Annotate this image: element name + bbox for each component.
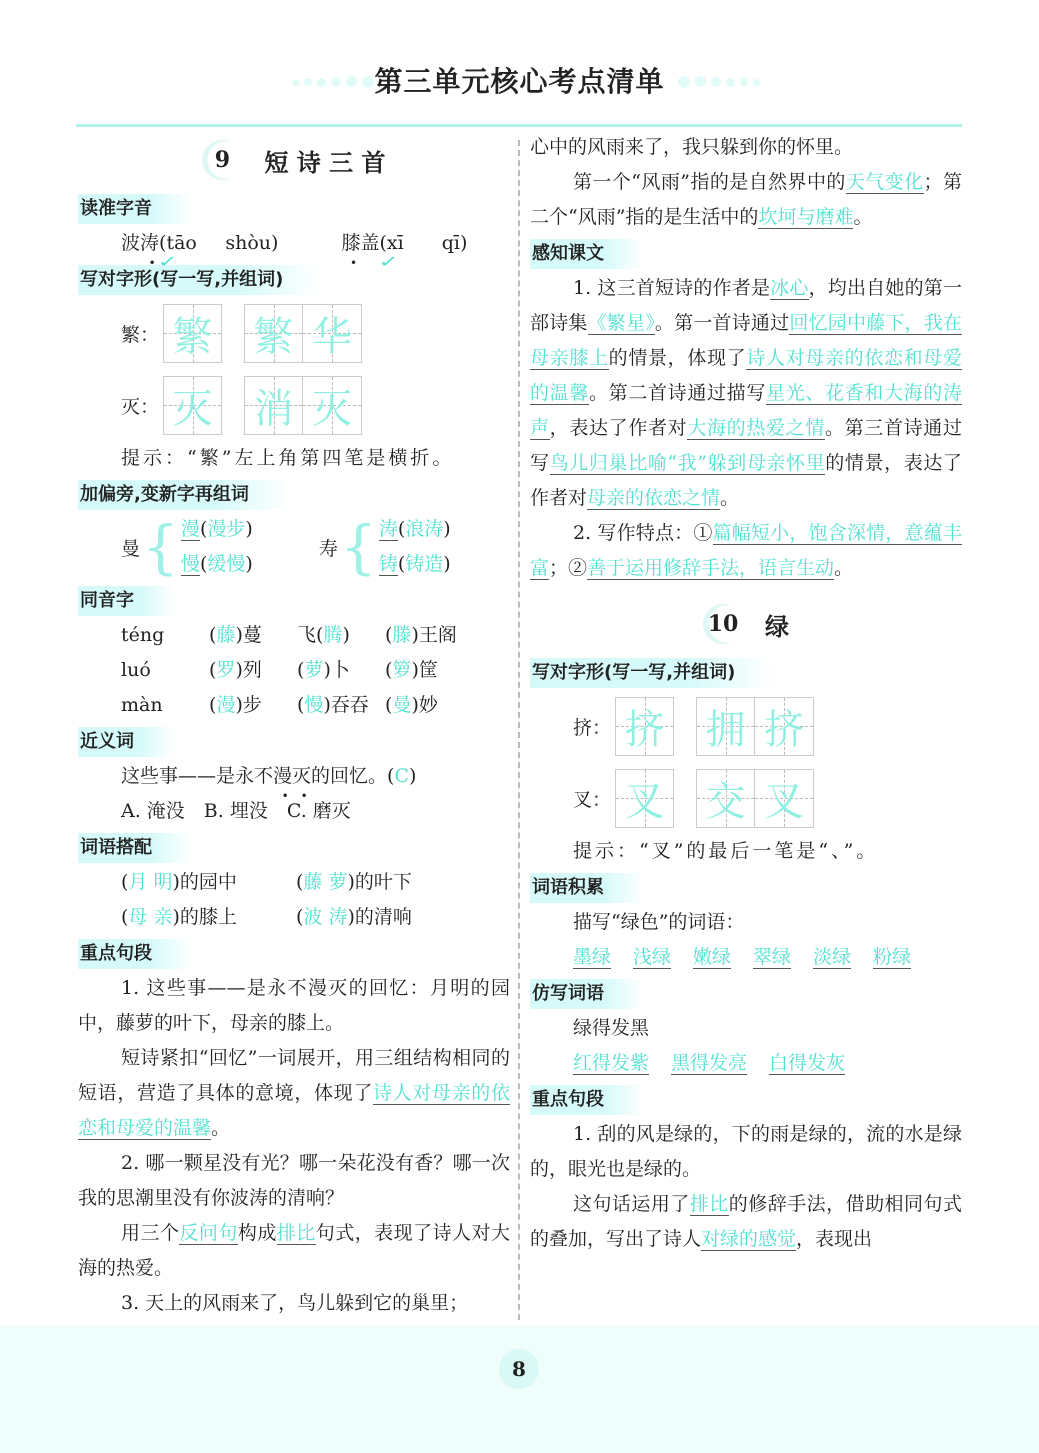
lesson-title: 绿 [765, 611, 789, 641]
text: 1. 这些事——是永不漫灭的回忆：月明的园中，藤萝的叶下，母亲的膝上。 [78, 977, 510, 1034]
char-box [755, 697, 814, 756]
paragraph [530, 1117, 962, 1187]
paragraph [530, 516, 962, 586]
brace-icon: { [142, 513, 179, 581]
text: ( [209, 624, 217, 646]
text: 。第一首诗通过 [654, 312, 790, 334]
answer: 漫 [216, 694, 236, 716]
paragraph [530, 271, 962, 516]
answer: 慢 [180, 553, 200, 575]
section-title: 重点句段 [78, 939, 192, 969]
hint-text: 提示：“叉”的最后一笔是“、”。 [573, 840, 879, 862]
answer: 排比 [276, 1222, 316, 1244]
answer: 慢 [304, 694, 324, 716]
answer: 《繁星》 [587, 312, 655, 334]
group: 漫(漫步) 慢(缓慢) [180, 518, 253, 575]
text: 。第三首诗通过写 [530, 417, 962, 474]
text: 3. 天上的风雨来了，鸟儿躲到它的巢里； [121, 1292, 469, 1314]
answer: 漫 [180, 518, 200, 540]
passage-continued [530, 130, 962, 235]
text: ；② [549, 557, 588, 579]
paragraph [78, 1041, 510, 1146]
answer: 天气变化 [845, 171, 924, 193]
answer: 反问句 [179, 1222, 238, 1244]
answer: 藤 萝 [303, 871, 348, 893]
char-grid-row [530, 762, 962, 834]
answer: 嫩绿 [693, 946, 732, 968]
answer: 回忆园中藤下，我在母亲膝上 [530, 312, 962, 369]
text: 。第二首诗通过描写 [589, 382, 766, 404]
text: )卜 [323, 659, 350, 681]
char-box [696, 769, 755, 828]
answer: 粉绿 [873, 946, 912, 968]
imitation-answers [530, 1046, 962, 1081]
footer-band [0, 1325, 1039, 1453]
answer: 腾 [323, 624, 343, 646]
text: 。 [720, 487, 740, 509]
section-title: 重点句段 [530, 1085, 644, 1115]
text: 1. 这三首短诗的作者是 [573, 277, 771, 299]
hint-text: 提示：“繁”左上角第四笔是横折。 [121, 447, 455, 469]
text: 的修辞手法，借助相同句式的叠加，写出了诗人 [530, 1193, 962, 1250]
brace-icon: { [339, 513, 377, 581]
grid-label: 叉： [573, 788, 612, 811]
homophone-item [209, 618, 297, 653]
answer: 鸟儿归巢比喻“我”躲到母亲怀里 [549, 452, 826, 474]
paragraph [78, 971, 510, 1041]
answer: 萝 [304, 659, 324, 681]
answer: 母 亲 [128, 906, 173, 928]
homophone-item [209, 653, 297, 688]
lesson-number: 9 [202, 140, 242, 180]
text: ( [121, 871, 129, 893]
column-divider [518, 140, 520, 1320]
char: 繁 [172, 313, 213, 360]
section-title: 写对字形(写一写,并组词) [530, 658, 775, 688]
answer: 冰心 [770, 277, 809, 299]
section-title: 词语搭配 [78, 833, 192, 863]
text: 。 [834, 557, 854, 579]
answer: 波 涛 [303, 906, 348, 928]
text: ，表现出 [796, 1228, 873, 1250]
char-box [615, 769, 674, 828]
text: 短诗紧扣“回忆”一词展开，用三组结构相同的短语，营造了具体的意境，体现了 [78, 1047, 510, 1104]
text-understanding [530, 271, 962, 586]
char-box [696, 697, 755, 756]
homophone-row [78, 688, 510, 723]
answer: 淡绿 [813, 946, 852, 968]
section-title: 读准字音 [78, 194, 192, 224]
text: 构成 [237, 1222, 277, 1244]
answer: 曼 [392, 694, 412, 716]
char-box [244, 376, 303, 435]
text: )蔓 [235, 624, 262, 646]
text: 这句话运用了 [573, 1193, 690, 1215]
char: 繁 [253, 313, 294, 360]
word-dotted: 涛 [140, 232, 160, 254]
text: 的回忆。( [311, 765, 395, 787]
lesson-heading [530, 594, 962, 654]
homophone-item [209, 688, 297, 723]
char-box [615, 697, 674, 756]
char-box [163, 304, 222, 363]
section-title: 词语积累 [530, 873, 644, 903]
section-title: 同音字 [78, 586, 174, 616]
text: 心中的风雨来了，我只躲到你的怀里。 [530, 136, 854, 158]
synonym-question [78, 759, 510, 794]
text: 灭 [292, 765, 312, 787]
char-box [303, 376, 362, 435]
correct-pinyin: (xī ✓ [380, 232, 404, 254]
lesson-title: 短 诗 三 首 [264, 147, 386, 177]
decor-dots-right [678, 76, 760, 88]
pinyin: luó [121, 659, 151, 681]
answer: 对绿的感觉 [701, 1228, 797, 1250]
char-box [244, 304, 303, 363]
char: 灭 [172, 385, 213, 432]
homophone-row [78, 653, 510, 688]
answer: 红得发紫 [573, 1052, 650, 1074]
pinyin: shòu) [225, 232, 279, 254]
pinyin: téng [121, 624, 165, 646]
green-words [530, 940, 962, 975]
text: )筐 [411, 659, 438, 681]
section-title: 加偏旁,变新字再组词 [78, 480, 289, 510]
text: ，均出自她的第一部诗集 [530, 277, 962, 334]
char: 拥 [705, 706, 746, 753]
section-title: 写对字形(写一写,并组词) [78, 265, 323, 295]
section-title: 近义词 [78, 727, 174, 757]
answer: C [394, 765, 410, 787]
page-title: 第三单元核心考点清单 [374, 65, 665, 98]
text: ( [296, 871, 304, 893]
homophone-item [297, 688, 385, 723]
char: 挤 [624, 706, 665, 753]
answer: 涛 [378, 518, 398, 540]
lesson-heading [78, 130, 510, 190]
answer: 藤 [216, 624, 236, 646]
text: )步 [235, 694, 262, 716]
text: ) [409, 765, 417, 787]
base-char: 曼 [121, 537, 141, 560]
paragraph [530, 130, 962, 165]
char: 灭 [312, 385, 352, 432]
text: ( [121, 906, 129, 928]
match-item [296, 865, 496, 900]
key-passages [530, 1117, 962, 1257]
text: 。 [211, 1117, 231, 1139]
text: ( [385, 659, 393, 681]
text: )妙 [411, 694, 438, 716]
char-box [303, 304, 362, 363]
answer: 浪涛 [405, 518, 444, 540]
text: ；第二个“风雨”指的是生活中的 [530, 171, 962, 228]
answer: 黑得发亮 [671, 1052, 748, 1074]
pinyin-choice [159, 232, 278, 254]
section-title: 仿写词语 [530, 979, 644, 1009]
options: A. 淹没 B. 埋没 C. 磨灭 [121, 800, 351, 822]
text: )的清响 [347, 906, 412, 928]
word: 盖 [360, 232, 380, 254]
homophone-item [297, 653, 385, 688]
answer: 坎坷与磨难 [758, 206, 854, 228]
homophone-table [78, 618, 510, 723]
char-box [755, 769, 814, 828]
answer: 翠绿 [753, 946, 792, 968]
char-grid-row [78, 297, 510, 369]
answer: 母亲的依恋之情 [587, 487, 721, 509]
left-column [78, 130, 510, 1321]
word: 波 [121, 232, 141, 254]
text: 1. 刮的风是绿的，下的雨是绿的，流的水是绿的，眼光也是绿的。 [530, 1123, 962, 1180]
match-item [121, 900, 296, 935]
answer: 箩 [392, 659, 412, 681]
paragraph [78, 1286, 510, 1321]
text: ( [209, 694, 217, 716]
text: ( [385, 694, 393, 716]
text: )的园中 [172, 871, 237, 893]
answer: 滕 [392, 624, 412, 646]
text: )的膝上 [172, 906, 237, 928]
answer: 月 明 [128, 871, 173, 893]
text: )王阁 [411, 624, 457, 646]
text: 漫 [273, 765, 293, 787]
homophone-item [385, 653, 485, 688]
pronunciation-row [78, 226, 510, 261]
text: 这些事——是永不 [121, 765, 274, 787]
text: 句式，表现了诗人对大海的热爱。 [78, 1222, 510, 1279]
answer: 诗人对母亲的依恋和母爱的温馨 [530, 347, 962, 404]
text: ( [296, 906, 304, 928]
text: )列 [235, 659, 262, 681]
grid-label: 繁： [121, 323, 160, 346]
text: 飞( [297, 624, 324, 646]
char-grid-row [78, 369, 510, 441]
text: )吞吞 [323, 694, 369, 716]
text: ( [297, 694, 305, 716]
radical-groups [78, 512, 510, 582]
text: ( [297, 659, 305, 681]
answer: 大海的热爱之情 [687, 417, 825, 439]
correct-pinyin: (tāo ✓ [159, 232, 197, 254]
answer: 善于运用修辞手法，语言生动 [587, 557, 835, 579]
page-number: 8 [499, 1349, 539, 1389]
text: )的叶下 [347, 871, 412, 893]
text: 用三个 [121, 1222, 180, 1244]
char: 消 [253, 385, 294, 432]
char-box [163, 376, 222, 435]
right-column [530, 130, 962, 1257]
char: 挤 [764, 706, 804, 753]
text: ，表达了作者对 [549, 417, 688, 439]
answer: 排比 [689, 1193, 729, 1215]
text: 的情景，体现了 [608, 347, 747, 369]
char-grid-row [530, 690, 962, 762]
answer: 铸 [378, 553, 398, 575]
char: 叉 [624, 778, 665, 825]
match-item [296, 900, 496, 935]
text: 第一个“风雨”指的是自然界中的 [573, 171, 846, 193]
homophone-item [297, 618, 385, 653]
char: 交 [705, 778, 746, 825]
homophone-item [385, 618, 485, 653]
word-dotted: 膝 [341, 232, 361, 254]
pinyin: màn [121, 694, 163, 716]
answer: 星光、花香和大海的涛声 [530, 382, 962, 439]
text: 2. 哪一颗星没有光？哪一朵花没有香？哪一次我的思潮里没有你波涛的清响？ [78, 1152, 510, 1209]
text: ( [385, 624, 393, 646]
answer: 罗 [216, 659, 236, 681]
answer: 诗人对母亲的依恋和母爱的温馨 [78, 1082, 510, 1139]
text: 。 [853, 206, 873, 228]
word-matching [78, 865, 510, 935]
answer: 铸造 [405, 553, 444, 575]
text: 的情景，表达了作者对 [530, 452, 962, 509]
section-title: 感知课文 [530, 239, 644, 269]
paragraph [530, 1187, 962, 1257]
answer: 墨绿 [573, 946, 612, 968]
text: 2. 写作特点：① [573, 522, 713, 544]
answer: 漫步 [207, 518, 246, 540]
key-passages [78, 971, 510, 1321]
answer: 篇幅短小，饱含深情，意蕴丰富 [530, 522, 962, 579]
base-char: 寿 [318, 537, 338, 560]
lesson-number: 10 [703, 604, 743, 644]
answer: 浅绿 [633, 946, 672, 968]
grid-label: 挤： [573, 716, 612, 739]
group: 涛(浪涛) 铸(铸造) [378, 518, 451, 575]
homophone-row [78, 618, 510, 653]
header-divider [76, 124, 962, 127]
answer: 白得发灰 [769, 1052, 846, 1074]
text: ( [209, 659, 217, 681]
example: 绿得发黑 [573, 1017, 650, 1039]
homophone-item [385, 688, 485, 723]
text: ) [342, 624, 350, 646]
match-item [121, 865, 296, 900]
paragraph [78, 1146, 510, 1216]
answer: 缓慢 [207, 553, 246, 575]
char: 华 [312, 313, 352, 360]
pinyin: qī) [441, 232, 468, 254]
paragraph [78, 1216, 510, 1286]
grid-label: 灭： [121, 395, 160, 418]
paragraph [530, 165, 962, 235]
char: 叉 [764, 778, 804, 825]
prompt: 描写“绿色”的词语： [573, 911, 745, 933]
